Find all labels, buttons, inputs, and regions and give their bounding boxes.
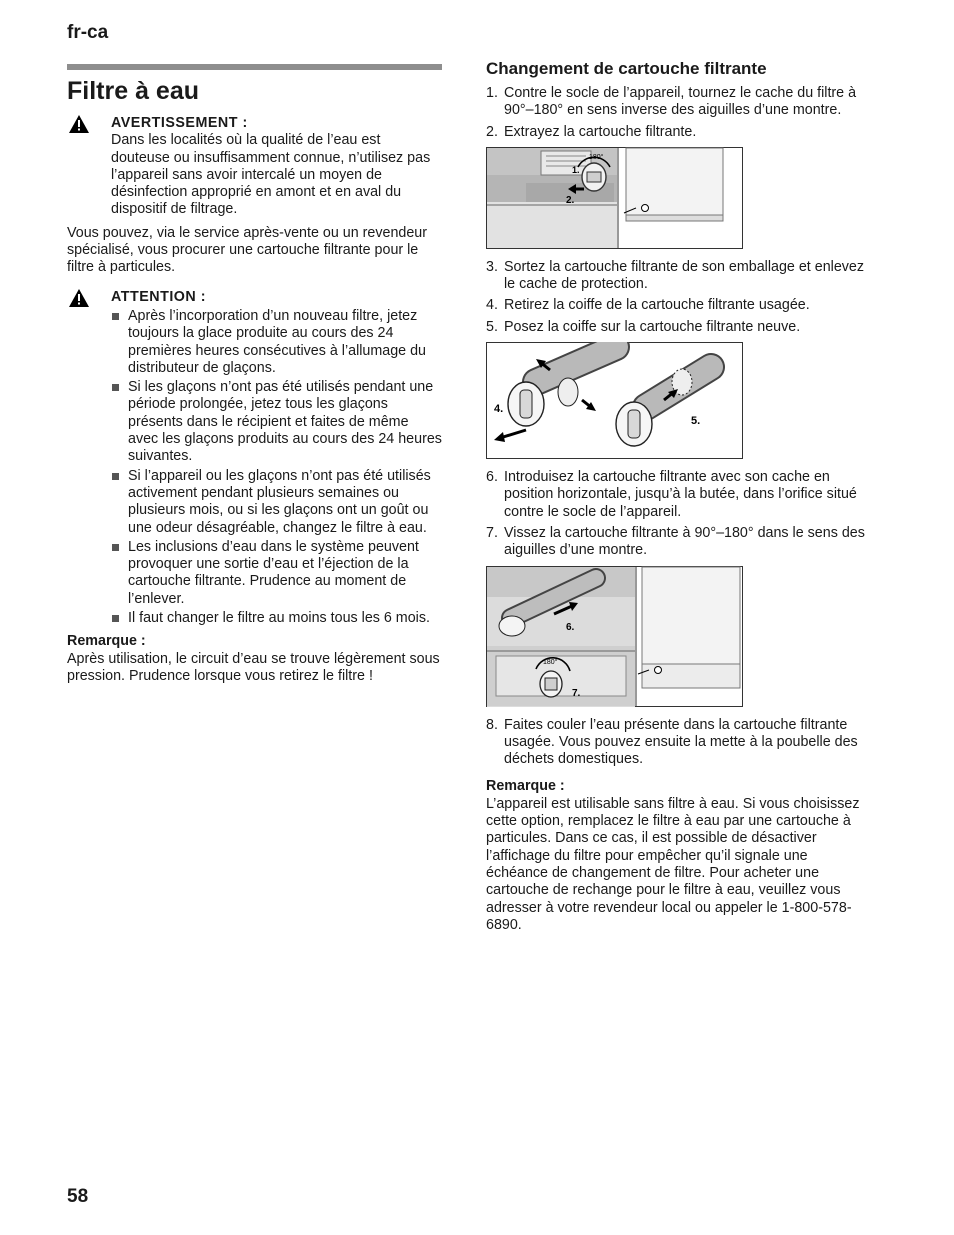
note-label: Remarque : [486,778,565,795]
step-text: Extrayez la cartouche filtrante. [504,123,697,140]
page-number: 58 [67,1186,89,1207]
figure-step-label: 5. [691,415,701,428]
step-item [486,297,866,314]
step-item [486,717,866,769]
figure-step-label: 2. [566,194,575,206]
intro-paragraph: Vous pouvez, via le service après-vente ou un revendeur spécialisé, vous procurer une cartouche filtrante pour le filtre à particules. [67,224,428,276]
list-item: Il faut changer le filtre au moins tous les 6 mois. [111,610,442,627]
attention-list [111,308,442,627]
attention-block [67,289,442,628]
step-item [486,85,866,120]
note-body: Après utilisation, le circuit d’eau se trouve légèrement sous pression. Prudence lorsque vous retirez le filtre ! [67,650,440,684]
illustration-insert-filter [486,566,743,707]
note-body: L’appareil est utilisable sans filtre à eau. Si vous choisissez cette option, remplacez le filtre à eau par une cartouche à particules. Dans ce cas, il est possible de désactiver l’affichage du filtre pour empêcher qu’il signale une échéance de changement de filtre. Pour acheter une cartouche de rechange pour le filtre à eau, veuillez vous adresser à votre revendeur local ou appeler le 1-800-578-6890. [486,795,860,933]
step-number: 8. [486,716,498,733]
left-column [67,64,442,685]
procedure-title: Changement de cartouche filtrante [486,59,767,78]
warning-label: AVERTISSEMENT : [111,115,248,131]
step-number: 4. [486,297,498,314]
step-text: Retirez la coiffe de la cartouche filtrante usagée. [504,297,810,314]
list-item: Si les glaçons n’ont pas été utilisés pendant une période prolongée, jetez tous les glaçons présents dans le récipient et faites de même avec les glaçons produits au cours des 24 heures suivantes. [111,379,442,465]
step-text: Introduisez la cartouche filtrante avec son cache en position horizontale, jusqu’à la butée, dans l’orifice situé contre le socle de l’appareil. [504,469,857,520]
angle-label: 180° [543,658,558,666]
attention-label: ATTENTION : [111,288,206,305]
attention-triangle-icon [69,289,89,307]
list-item: Les inclusions d’eau dans le système peuvent provoquer une sortie d’eau et l’éjection de la cartouche filtrante. Prudence au moment de l’enlever. [111,539,442,608]
step-text: Faites couler l’eau présente dans la cartouche filtrante usagée. Vous pouvez ensuite la mette à la poubelle des déchets domestiques. [504,716,858,768]
figure-swap-cap [486,342,866,459]
step-number: 5. [486,318,498,335]
step-number: 3. [486,258,498,275]
illustration-remove-filter [486,147,743,249]
step-text: Posez la coiffe sur la cartouche filtrante neuve. [504,318,801,335]
illustration-swap-cap [486,342,743,459]
right-column [486,58,866,934]
section-title: Filtre à eau [67,77,199,105]
language-code: fr-ca [67,22,109,43]
note-label: Remarque : [67,633,146,650]
figure-remove-filter [486,147,866,249]
warning-body: Dans les localités où la qualité de l’eau est douteuse ou insuffisamment connue, n’utilisez pas l’appareil sans avoir intercalé un moyen de désinfection approprié en amont et en aval du dispositif de filtrage. [111,132,431,218]
angle-label: 180° [589,153,604,161]
step-item [486,319,866,336]
warning-triangle-icon [69,115,89,133]
step-number: 1. [486,85,498,101]
step-text: Sortez la cartouche filtrante de son emballage et enlevez le cache de protection. [504,258,865,293]
steps-list-d [486,717,866,769]
step-item [486,259,866,294]
list-item: Si l’appareil ou les glaçons n’ont pas été utilisés activement pendant plusieurs semaines ou plusieurs mois, ou si les glaçons ont un goût ou une odeur désagréable, changez le filtre à eau. [111,468,442,537]
steps-list-b [486,259,866,336]
step-item [486,469,866,521]
figure-step-label: 1. [572,164,580,175]
step-text: Contre le socle de l’appareil, tournez le cache du filtre à 90°–180° en sens inverse des aiguilles d’une montre. [504,85,857,119]
warning-block [67,115,442,219]
figure-step-label: 7. [572,687,581,699]
steps-list-a [486,85,866,141]
title-rule [67,64,442,70]
step-item [486,124,866,141]
steps-list-c [486,469,866,559]
step-item [486,525,866,560]
step-number: 6. [486,469,498,486]
list-item: Après l’incorporation d’un nouveau filtre, jetez toujours la glace produite au cours des 24 premières heures consécutives à l’allumage du distributeur de glaçons. [111,308,442,377]
figure-step-label: 6. [566,621,575,633]
step-number: 7. [486,524,498,541]
step-number: 2. [486,123,498,140]
figure-step-label: 4. [494,403,504,416]
figure-insert-filter [486,566,866,707]
step-text: Vissez la cartouche filtrante à 90°–180° dans le sens des aiguilles d’une montre. [504,524,865,559]
